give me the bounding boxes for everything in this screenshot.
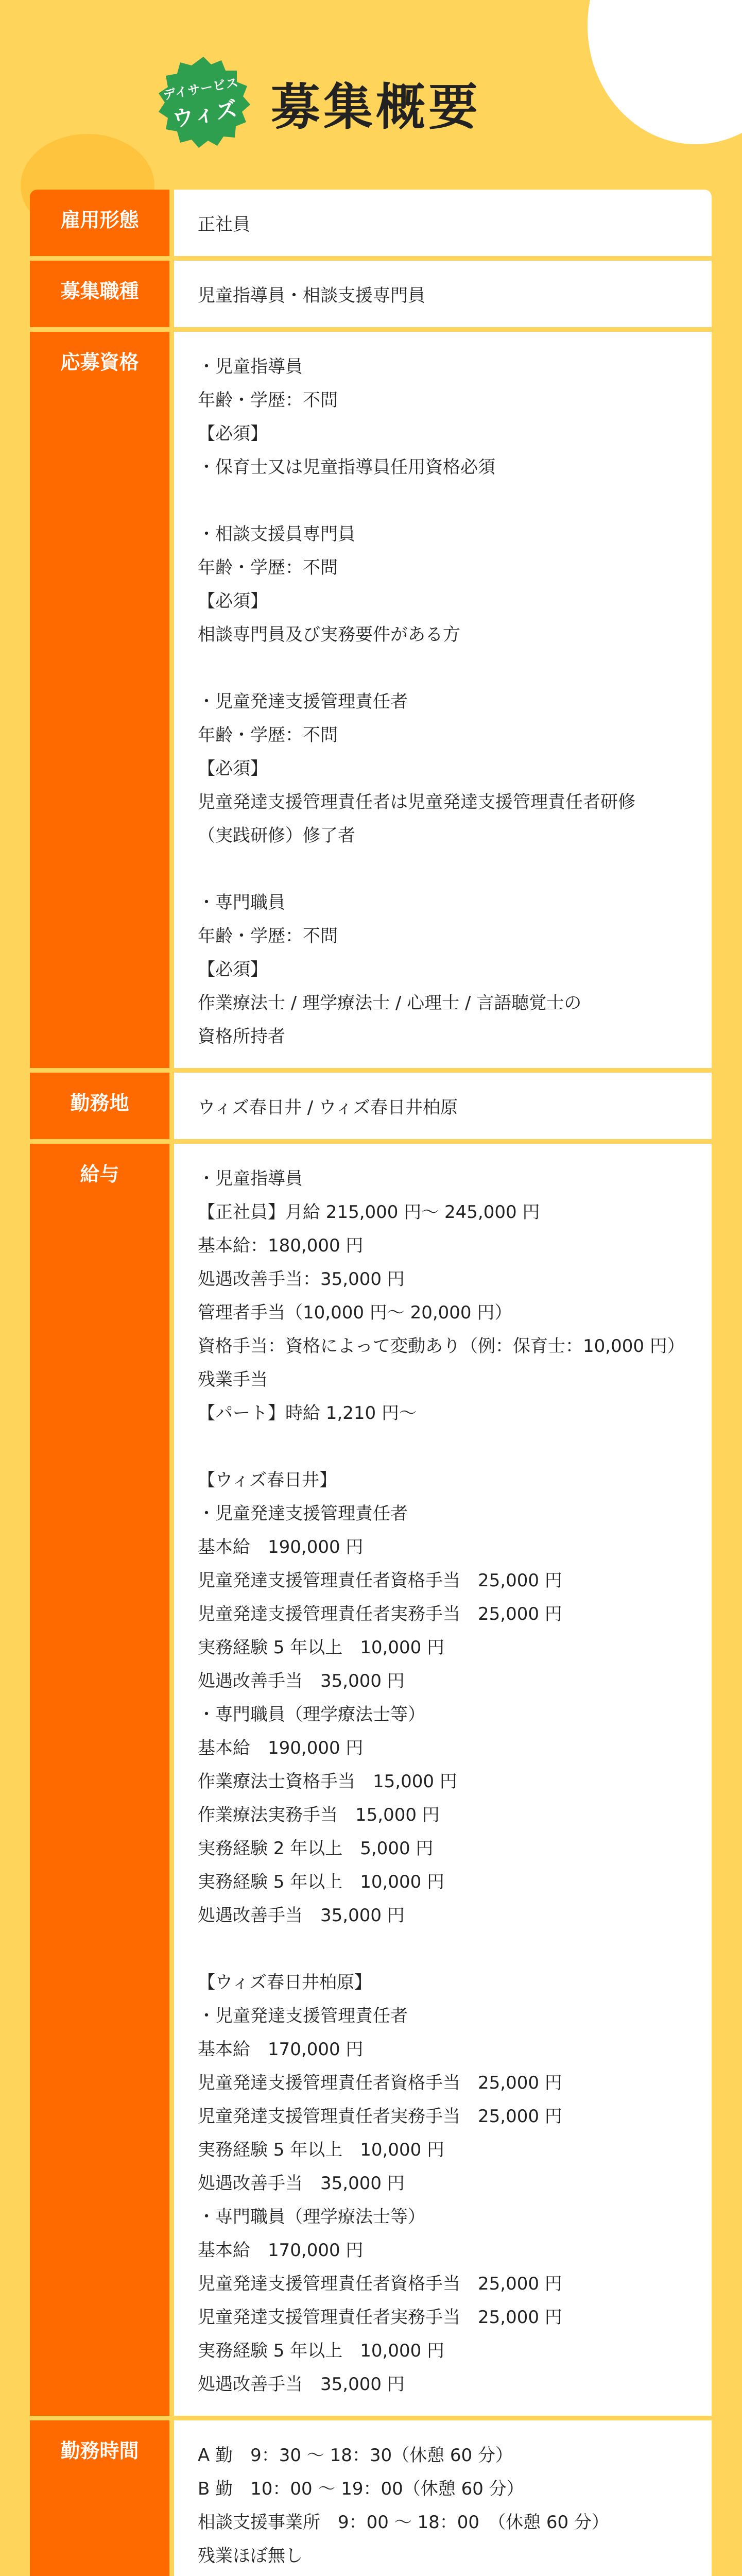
row-label: 勤務時間 bbox=[30, 2420, 174, 2576]
value-line: 年齢・学歴：不問 bbox=[198, 390, 338, 411]
value-line: 児童発達支援管理責任者実務手当 25,000 円 bbox=[198, 1604, 562, 1624]
value-line: 実務経験 5 年以上 10,000 円 bbox=[198, 2341, 445, 2361]
value-line: 処遇改善手当 35,000 円 bbox=[198, 2374, 405, 2395]
badge-brand-name: ウィズ bbox=[170, 95, 240, 132]
value-line: 管理者手当（10,000 円〜 20,000 円） bbox=[198, 1302, 512, 1323]
value-line: 残業手当 bbox=[198, 1369, 268, 1390]
value-line: 基本給：180,000 円 bbox=[198, 1235, 364, 1256]
value-line: 相談支援事業所 9：00 〜 18：00 （休憩 60 分） bbox=[198, 2512, 609, 2533]
value-line: 基本給 170,000 円 bbox=[198, 2039, 364, 2060]
brand-badge bbox=[154, 54, 252, 152]
value-line: 作業療法士 / 理学療法士 / 心理士 / 言語聴覚士の bbox=[198, 993, 582, 1013]
value-line: 年齢・学歴：不問 bbox=[198, 725, 338, 745]
row-label: 雇用形態 bbox=[30, 190, 174, 256]
value-line: 基本給 170,000 円 bbox=[198, 2240, 364, 2261]
value-line: 実務経験 2 年以上 5,000 円 bbox=[198, 1838, 434, 1859]
table-row bbox=[30, 190, 712, 261]
row-value bbox=[174, 2420, 712, 2576]
page-title: 募集概要 bbox=[271, 78, 481, 136]
value-line: 【必須】 bbox=[198, 758, 268, 779]
value-line: 児童発達支援管理責任者資格手当 25,000 円 bbox=[198, 1570, 562, 1591]
value-line: 児童発達支援管理責任者資格手当 25,000 円 bbox=[198, 2274, 562, 2294]
value-line: （実践研修）修了者 bbox=[198, 825, 355, 846]
table-row bbox=[30, 261, 712, 332]
row-label: 募集職種 bbox=[30, 261, 174, 327]
value-line: 実務経験 5 年以上 10,000 円 bbox=[198, 1637, 445, 1658]
value-line: ウィズ春日井 / ウィズ春日井柏原 bbox=[198, 1097, 458, 1118]
value-line bbox=[198, 853, 701, 886]
value-line: 資格手当：資格によって変動あり（例：保育士：10,000 円） bbox=[198, 1336, 685, 1357]
value-line: 残業ほぼ無し bbox=[198, 2546, 303, 2566]
value-line: 基本給 190,000 円 bbox=[198, 1738, 364, 1758]
value-line bbox=[198, 652, 701, 685]
value-line: B 勤 10：00 〜 19：00（休憩 60 分） bbox=[198, 2479, 524, 2499]
value-line: 正社員 bbox=[198, 214, 250, 235]
value-line: 作業療法士資格手当 15,000 円 bbox=[198, 1771, 457, 1792]
value-line: 処遇改善手当 35,000 円 bbox=[198, 1671, 405, 1691]
decorative-circle-top-right bbox=[588, 0, 742, 144]
value-line bbox=[198, 1933, 701, 1966]
value-line: 基本給 190,000 円 bbox=[198, 1537, 364, 1557]
value-line: 実務経験 5 年以上 10,000 円 bbox=[198, 2140, 445, 2160]
value-line: 処遇改善手当 35,000 円 bbox=[198, 2173, 405, 2194]
recruitment-summary-table bbox=[30, 190, 712, 2576]
row-value bbox=[174, 332, 712, 1068]
value-line: 児童指導員・相談支援専門員 bbox=[198, 285, 425, 306]
value-line: 【必須】 bbox=[198, 423, 268, 444]
value-line bbox=[198, 484, 701, 518]
value-line: ・専門職員（理学療法士等） bbox=[198, 2207, 425, 2227]
page-header bbox=[154, 49, 481, 157]
value-line: 処遇改善手当：35,000 円 bbox=[198, 1269, 405, 1290]
value-line: 処遇改善手当 35,000 円 bbox=[198, 1905, 405, 1926]
value-line: ・保育士又は児童指導員任用資格必須 bbox=[198, 457, 495, 478]
value-line: 【ウィズ春日井】 bbox=[198, 1470, 337, 1490]
value-line: ・専門職員（理学療法士等） bbox=[198, 1704, 425, 1725]
value-line: 実務経験 5 年以上 10,000 円 bbox=[198, 1872, 445, 1892]
value-line: ・専門職員 bbox=[198, 892, 285, 913]
table-row bbox=[30, 1144, 712, 2420]
table-row bbox=[30, 2420, 712, 2576]
value-line: 【パート】時給 1,210 円〜 bbox=[198, 1403, 417, 1423]
value-line: 児童発達支援管理責任者実務手当 25,000 円 bbox=[198, 2307, 562, 2328]
value-line: ・児童指導員 bbox=[198, 1168, 303, 1189]
row-value bbox=[174, 1073, 712, 1139]
value-line: 相談専門員及び実務要件がある方 bbox=[198, 624, 460, 645]
value-line: 児童発達支援管理責任者は児童発達支援管理責任者研修 bbox=[198, 792, 635, 812]
value-line: ・児童発達支援管理責任者 bbox=[198, 1503, 408, 1524]
value-line: 【必須】 bbox=[198, 591, 268, 612]
value-line: ・児童発達支援管理責任者 bbox=[198, 691, 408, 712]
row-label: 給与 bbox=[30, 1144, 174, 2416]
value-line bbox=[198, 1430, 701, 1464]
table-row bbox=[30, 332, 712, 1073]
value-line: ・相談支援員専門員 bbox=[198, 524, 355, 545]
value-line: 児童発達支援管理責任者実務手当 25,000 円 bbox=[198, 2106, 562, 2127]
table-row bbox=[30, 1073, 712, 1144]
row-value bbox=[174, 261, 712, 327]
value-line: 作業療法実務手当 15,000 円 bbox=[198, 1805, 440, 1825]
value-line: ・児童発達支援管理責任者 bbox=[198, 2006, 408, 2026]
value-line: 年齢・学歴：不問 bbox=[198, 926, 338, 946]
value-line: 【必須】 bbox=[198, 959, 268, 980]
value-line: 【ウィズ春日井柏原】 bbox=[198, 1972, 372, 1993]
row-value bbox=[174, 190, 712, 256]
value-line: 【正社員】月給 215,000 円〜 245,000 円 bbox=[198, 1202, 540, 1223]
badge-subtitle: デイサービス bbox=[162, 75, 240, 103]
row-value bbox=[174, 1144, 712, 2416]
value-line: A 勤 9：30 〜 18：30（休憩 60 分） bbox=[198, 2445, 513, 2466]
value-line: 年齢・学歴：不問 bbox=[198, 557, 338, 578]
value-line: 児童発達支援管理責任者資格手当 25,000 円 bbox=[198, 2073, 562, 2093]
value-line: ・児童指導員 bbox=[198, 357, 303, 377]
row-label: 応募資格 bbox=[30, 332, 174, 1068]
row-label: 勤務地 bbox=[30, 1073, 174, 1139]
value-line: 資格所持者 bbox=[198, 1026, 285, 1047]
